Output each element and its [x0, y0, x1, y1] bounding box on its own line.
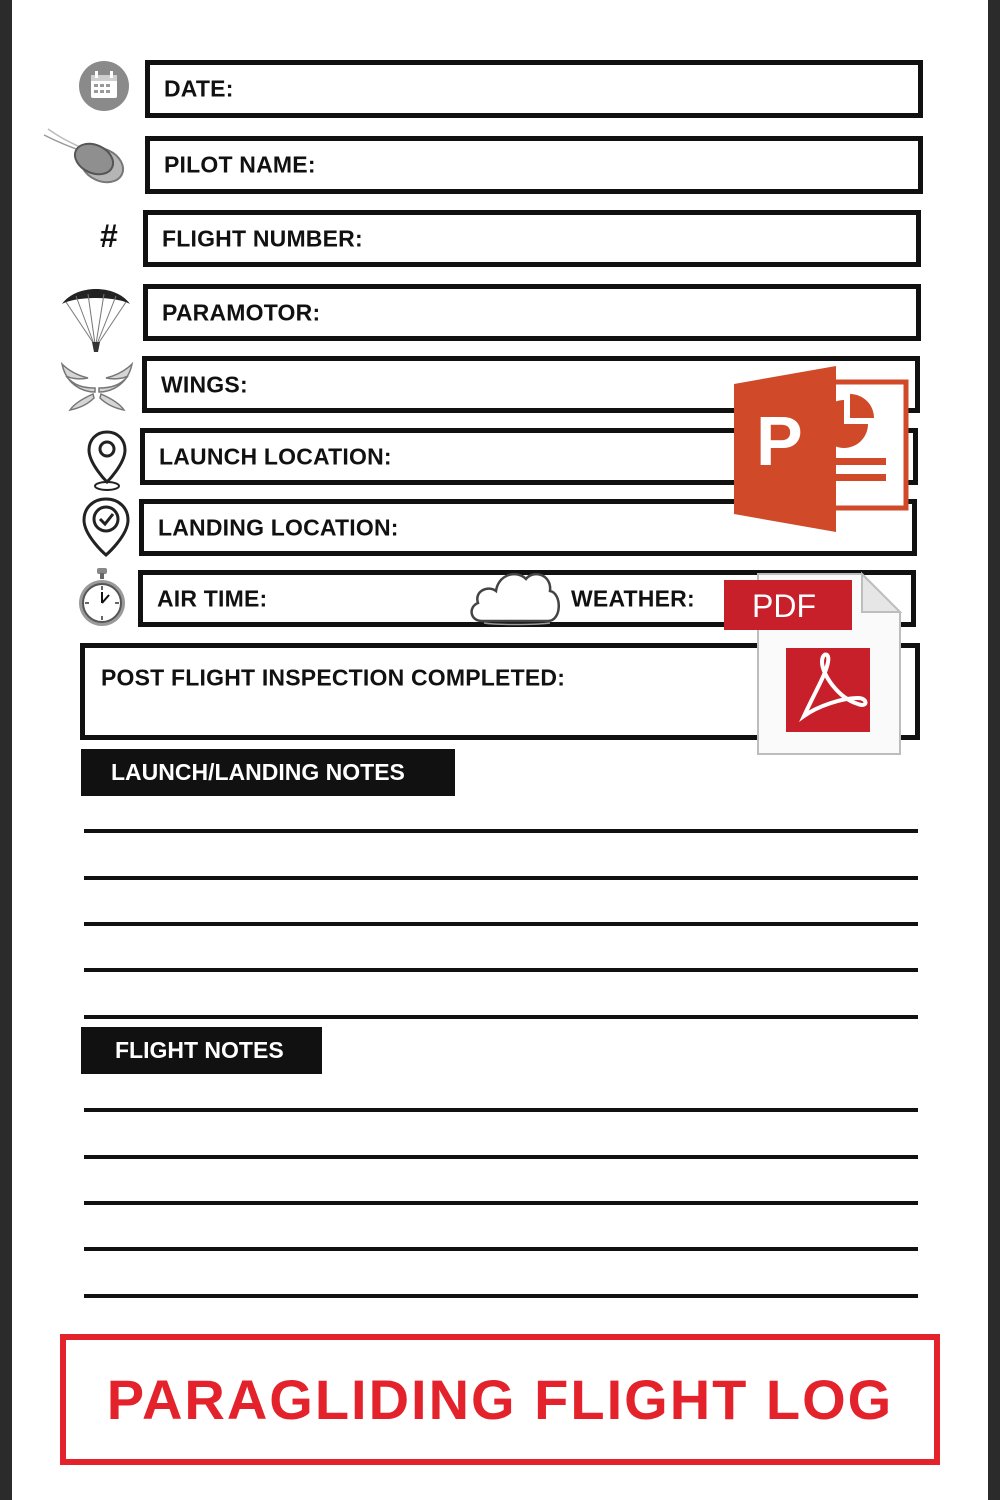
note-line[interactable]: [84, 1108, 918, 1112]
note-line[interactable]: [84, 876, 918, 880]
paramotor-label: PARAMOTOR:: [162, 299, 321, 325]
note-line[interactable]: [84, 1015, 918, 1019]
note-line[interactable]: [84, 829, 918, 833]
flight-notes-header: [81, 1027, 322, 1074]
paramotor-field[interactable]: [143, 284, 921, 341]
pdf-icon: [722, 570, 906, 758]
note-line[interactable]: [84, 1294, 918, 1298]
page-title: PARAGLIDING FLIGHT LOG: [106, 1368, 894, 1431]
wings-label: WINGS:: [161, 371, 248, 397]
landing-location-label: LANDING LOCATION:: [158, 514, 399, 540]
post-flight-inspection-label: POST FLIGHT INSPECTION COMPLETED:: [101, 664, 566, 691]
powerpoint-letter: P: [756, 402, 803, 480]
powerpoint-icon: [732, 362, 914, 536]
flight-number-field[interactable]: [143, 210, 921, 267]
pilot-name-field[interactable]: [145, 136, 923, 194]
launch-landing-notes-title: LAUNCH/LANDING NOTES: [111, 759, 405, 785]
launch-location-label: LAUNCH LOCATION:: [159, 443, 392, 469]
flight-number-label: FLIGHT NUMBER:: [162, 225, 363, 251]
note-line[interactable]: [84, 1201, 918, 1205]
angel-wings-icon: [60, 358, 134, 414]
air-time-label: AIR TIME:: [157, 585, 268, 611]
location-check-icon: [80, 496, 132, 558]
dog-tags-icon: [40, 125, 130, 195]
date-field[interactable]: [145, 60, 923, 118]
calendar-icon: [78, 60, 130, 112]
note-line[interactable]: [84, 1247, 918, 1251]
note-line[interactable]: [84, 922, 918, 926]
cloud-icon: [466, 563, 564, 629]
launch-landing-notes-header: [81, 749, 455, 796]
title-banner: [60, 1334, 940, 1465]
stopwatch-icon: [76, 566, 128, 628]
pilot-name-label: PILOT NAME:: [164, 151, 316, 178]
location-pin-icon: [84, 428, 130, 494]
note-line[interactable]: [84, 968, 918, 972]
pdf-label: PDF: [752, 588, 816, 624]
note-line[interactable]: [84, 1155, 918, 1159]
flight-notes-title: FLIGHT NOTES: [115, 1037, 284, 1063]
date-label: DATE:: [164, 75, 234, 102]
hash-icon: #: [100, 218, 118, 254]
paraglider-icon: [58, 282, 134, 354]
weather-label: WEATHER:: [571, 585, 695, 611]
